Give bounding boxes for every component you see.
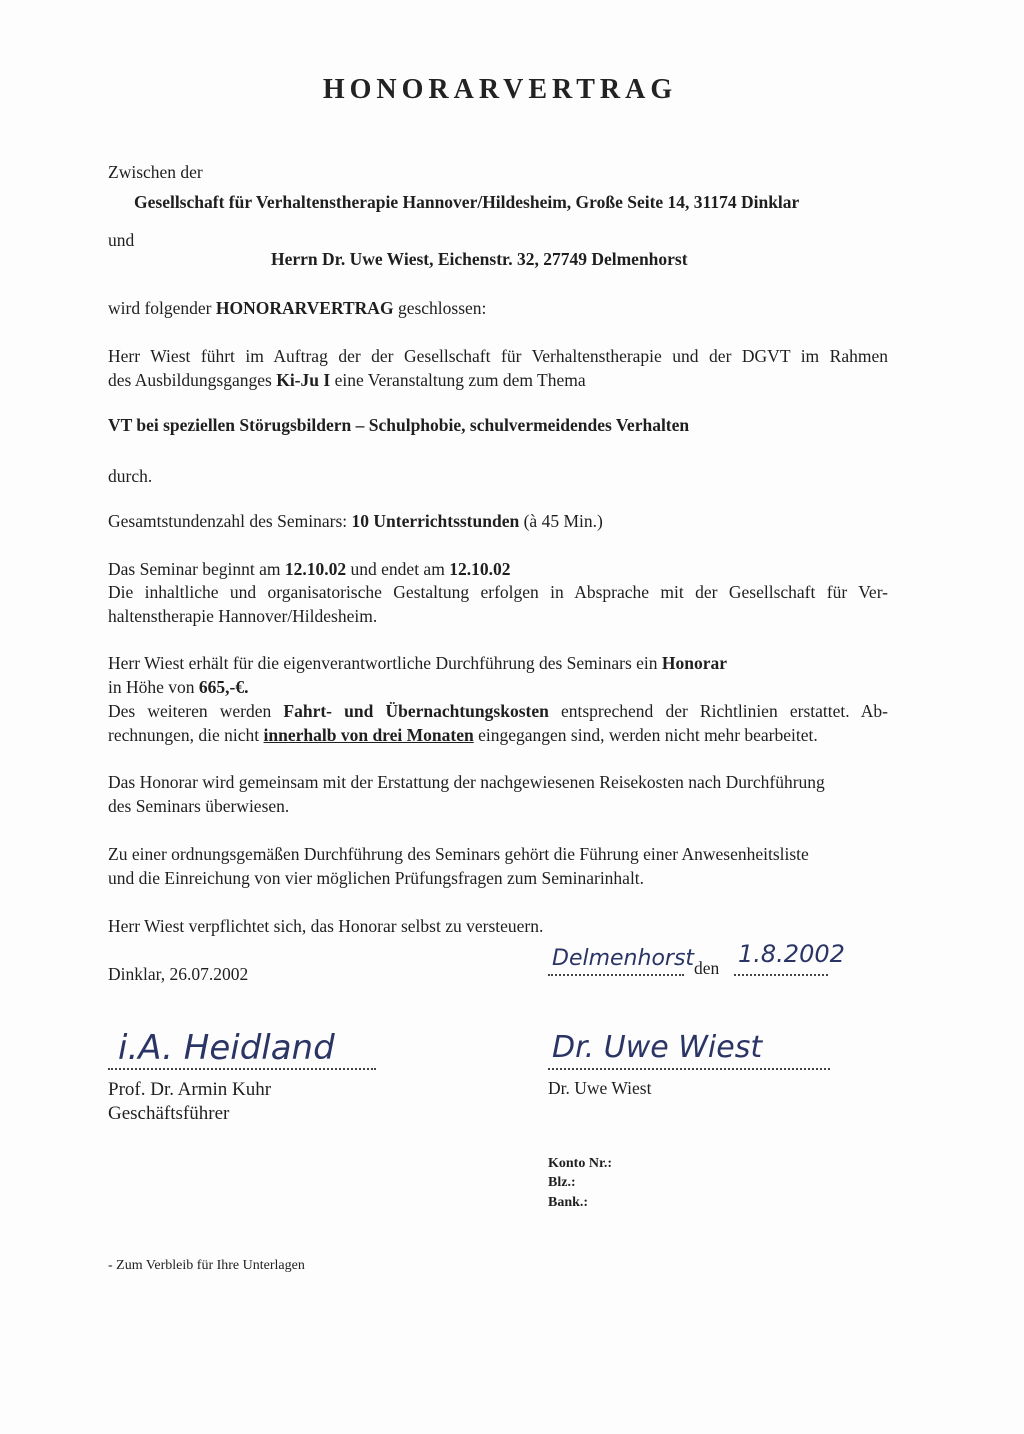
tax-text: Herr Wiest verpflichtet sich, das Honorar selbst zu versteuern. [108, 916, 544, 936]
party1-text: Gesellschaft für Verhaltenstherapie Hannover/Hildesheim, Große Seite 14, 31174 Dinklar [134, 192, 800, 212]
concluded-post: geschlossen: [393, 298, 487, 318]
date-dotted-line [734, 974, 828, 976]
hours-post: (à 45 Min.) [519, 511, 603, 531]
payment-line-2: des Seminars überwiesen. [108, 796, 290, 816]
seminar-topic: VT bei speziellen Störugsbildern – Schulphobie, schulvermeidendes Verhalten [108, 415, 690, 435]
date-handwritten: 1.8.2002 [738, 940, 845, 968]
fee-line-3-pre: Des weiteren werden [108, 701, 284, 721]
signer-left-name: Prof. Dr. Armin Kuhr [108, 1079, 272, 1100]
assignment-line-2-pre: des Ausbildungsganges [108, 370, 277, 390]
fee-line-3 [108, 699, 888, 723]
fee-deadline: innerhalb von drei Monaten [263, 725, 474, 745]
fee-line-2 [108, 675, 248, 699]
fee-line-1-bold: Honorar [661, 653, 728, 673]
fee-line-2-pre: in Höhe von [108, 677, 199, 697]
assignment-line-2 [108, 368, 586, 392]
signature-right: Dr. Uwe Wiest [552, 1030, 763, 1065]
assignment-line-1: Herr Wiest führt im Auftrag der der Gesellschaft für Verhaltenstherapie und der DGVT im Rahmen [108, 346, 888, 366]
hours-bold: 10 Unterrichtsstunden [351, 511, 520, 531]
dates-text [108, 557, 510, 581]
fee-line-3-post: entsprechend der Richtlinien erstattet. Ab- [548, 701, 888, 721]
fee-line-4-pre: rechnungen, die nicht [108, 725, 264, 745]
den-label: den [694, 958, 720, 978]
fee-line-1 [108, 651, 727, 675]
concluded-bold: HONORARVERTRAG [215, 298, 394, 318]
dates-mid: und endet am [346, 559, 450, 579]
signer-right-name: Dr. Uwe Wiest [548, 1078, 652, 1098]
fee-line-3-bold: Fahrt- und Übernachtungskosten [283, 701, 549, 721]
fee-amount: 665,-€ [198, 677, 245, 697]
place-dotted-line [548, 974, 684, 976]
und-text: und [108, 230, 135, 250]
program-name: Ki-Ju I [276, 370, 331, 390]
start-date: 12.10.02 [284, 559, 347, 579]
intro-text: Zwischen der [108, 162, 203, 182]
signature-left: i.A. Heidland [118, 1028, 335, 1068]
bank-blz-label: Blz.: [548, 1175, 576, 1190]
end-date: 12.10.02 [449, 559, 511, 579]
place-handwritten: Delmenhorst [552, 946, 695, 971]
hours-pre: Gesamtstundenzahl des Seminars: [108, 511, 352, 531]
assignment-line-2-post: eine Veranstaltung zum dem Thema [330, 370, 586, 390]
fee-line-4-post: eingegangen sind, werden nicht mehr bearbeitet. [473, 725, 818, 745]
dates-pre: Das Seminar beginnt am [108, 559, 285, 579]
bank-name-label: Bank.: [548, 1195, 589, 1210]
payment-line-1: Das Honorar wird gemeinsam mit der Erstattung der nachgewiesenen Reisekosten nach Durchführung [108, 772, 825, 792]
signature-right-line [548, 1068, 830, 1070]
document-title: HONORARVERTRAG [322, 74, 678, 105]
hours-text [108, 509, 603, 533]
footer-note: - Zum Verbleib für Ihre Unterlagen [108, 1258, 305, 1273]
duties-line-1: Zu einer ordnungsgemäßen Durchführung des Seminars gehört die Führung einer Anwesenheitsliste [108, 844, 809, 864]
duties-line-2: und die Einreichung von vier möglichen Prüfungsfragen zum Seminarinhalt. [108, 868, 645, 888]
fee-line-4 [108, 723, 818, 747]
place-date-left: Dinklar, 26.07.2002 [108, 964, 249, 984]
durch-text: durch. [108, 466, 153, 486]
design-line-1: Die inhaltliche und organisatorische Gestaltung erfolgen in Absprache mit der Gesellschaft für Ver- [108, 582, 888, 602]
design-line-2: haltenstherapie Hannover/Hildesheim. [108, 606, 378, 626]
fee-line-1-pre: Herr Wiest erhält für die eigenverantwortliche Durchführung des Seminars ein [108, 653, 662, 673]
bank-konto-label: Konto Nr.: [548, 1156, 613, 1171]
party2-text: Herrn Dr. Uwe Wiest, Eichenstr. 32, 27749 Delmenhorst [271, 249, 688, 269]
signer-left-role: Geschäftsführer [108, 1103, 230, 1124]
concluded-pre: wird folgender [108, 298, 216, 318]
signature-left-line [108, 1068, 376, 1070]
fee-line-2-post: . [244, 677, 249, 697]
concluded-text [108, 296, 486, 320]
